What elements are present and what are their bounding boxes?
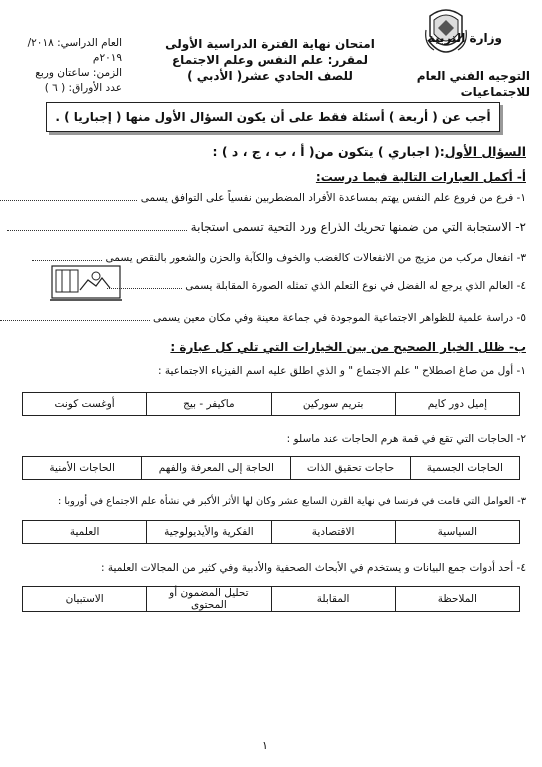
part-b-question-1: ١- أول من صاغ اصطلاح " علم الاجتماع " و الذي اطلق عليه اسم الفيزياء الاجتماعية : [158, 365, 526, 377]
page-number: ١ [262, 739, 268, 752]
option-cell[interactable]: العلمية [23, 521, 147, 544]
option-cell[interactable]: تحليل المضمون أو المحتوى [147, 587, 271, 612]
exam-duration: الزمن: ساعتان وربع [35, 67, 122, 79]
option-cell[interactable]: أوغست كونت [23, 393, 147, 416]
option-cell[interactable]: ماكيفر - بيج [147, 393, 271, 416]
instructions-box: أجب عن ( أربعة ) أسئلة فقط على أن يكون السؤال الأول منها ( إجباريا ) . [46, 102, 500, 132]
part-b-question-2: ٢- الحاجات التي تقع في قمة هرم الحاجات عند ماسلو : [286, 433, 526, 445]
option-cell[interactable]: الحاجات الأمنية [23, 457, 142, 480]
part-a-item-4 [107, 280, 526, 292]
part-a-item-1 [0, 192, 526, 204]
options-table-1 [22, 392, 520, 416]
answer-blank[interactable] [0, 320, 150, 321]
exam-info [12, 36, 122, 96]
option-cell[interactable]: المقابلة [271, 587, 395, 612]
part-b-question-4: ٤- أحد أدوات جمع البيانات و يستخدم في الأبحاث الصحفية والأدبية وفي كثير من المجالات العلمية : [101, 562, 526, 574]
question-1-label: السؤال الأول [444, 144, 526, 159]
item-text: ٢- الاستجابة التي من ضمنها تحريك الذراع ورد التحية تسمى استجابة [186, 220, 526, 234]
item-text: ١- فرع من فروع علم النفس يهتم بمساعدة الأفراد المضطربين نفسياً على التوافق يسمى [137, 192, 526, 204]
ministry-block [380, 30, 530, 100]
academic-year: العام الدراسي: ٢٠١٨/ ٢٠١٩م [27, 37, 122, 64]
item-text: ٤- العالم الذي يرجع له الفضل في نوع التعلم الذي تمثله الصورة المقابلة يسمى [181, 280, 526, 292]
exam-title: امتحان نهاية الفترة الدراسية الأولى [165, 37, 375, 51]
option-cell[interactable]: الاقتصادية [271, 521, 395, 544]
question-1-title [213, 144, 526, 159]
part-a-item-5 [0, 312, 526, 324]
option-cell[interactable]: الملاحظة [395, 587, 519, 612]
learning-experiment-image [50, 262, 122, 302]
subject-line: لمقرر: علم النفس وعلم الاجتماع [171, 53, 368, 67]
exam-title-block [165, 36, 375, 84]
item-text: ٥- دراسة علمية للظواهر الاجتماعية الموجودة في جماعة معينة وفي مكان معين يسمى [149, 312, 526, 324]
ministry-name: وزارة التربية [427, 31, 502, 45]
options-table-2 [22, 456, 520, 480]
option-cell[interactable]: الاستبيان [23, 587, 147, 612]
option-cell[interactable]: السياسية [395, 521, 519, 544]
option-cell[interactable]: الحاجات الجسمية [410, 457, 519, 480]
answer-blank[interactable] [7, 230, 187, 231]
options-table-3 [22, 520, 520, 544]
option-cell[interactable]: الفكرية والأيديولوجية [147, 521, 271, 544]
option-cell[interactable]: بتريم سوركين [271, 393, 395, 416]
page-count: عدد الأوراق: ( ٦ ) [44, 82, 122, 94]
part-b-question-3: ٣- العوامل التي قامت في فرنسا في نهاية القرن السابع عشر وكان لها الأثر الأكبر في نشأة علم الاجتماع في أوروبا : [58, 496, 526, 507]
part-b-title: ب- ظلل الخيار الصحيح من بين الخيارات التي تلي كل عبارة : [170, 340, 526, 354]
item-text: ٣- انفعال مركب من مزيج من الانفعالات كالغضب والخوف والكآبة والحزن والشعور بالنقص يسمى [102, 252, 526, 264]
answer-blank[interactable] [0, 200, 137, 201]
answer-blank[interactable] [32, 260, 102, 261]
grade-line: للصف الحادي عشر( الأدبي ) [187, 69, 353, 83]
option-cell[interactable]: حاجات تحقيق الذات [291, 457, 410, 480]
option-cell[interactable]: إميل دور كايم [395, 393, 519, 416]
options-table-4 [22, 586, 520, 612]
part-a-title: أ- أكمل العبارات التالية فيما درست: [315, 170, 526, 184]
option-cell[interactable]: الحاجة إلى المعرفة والفهم [142, 457, 291, 480]
department-name: التوجيه الفني العام للاجتماعيات [416, 69, 530, 99]
part-a-item-2 [7, 220, 526, 234]
question-1-desc: :( اجباري ) يتكون من( أ ، ب ، ج ، د ) : [212, 144, 445, 159]
